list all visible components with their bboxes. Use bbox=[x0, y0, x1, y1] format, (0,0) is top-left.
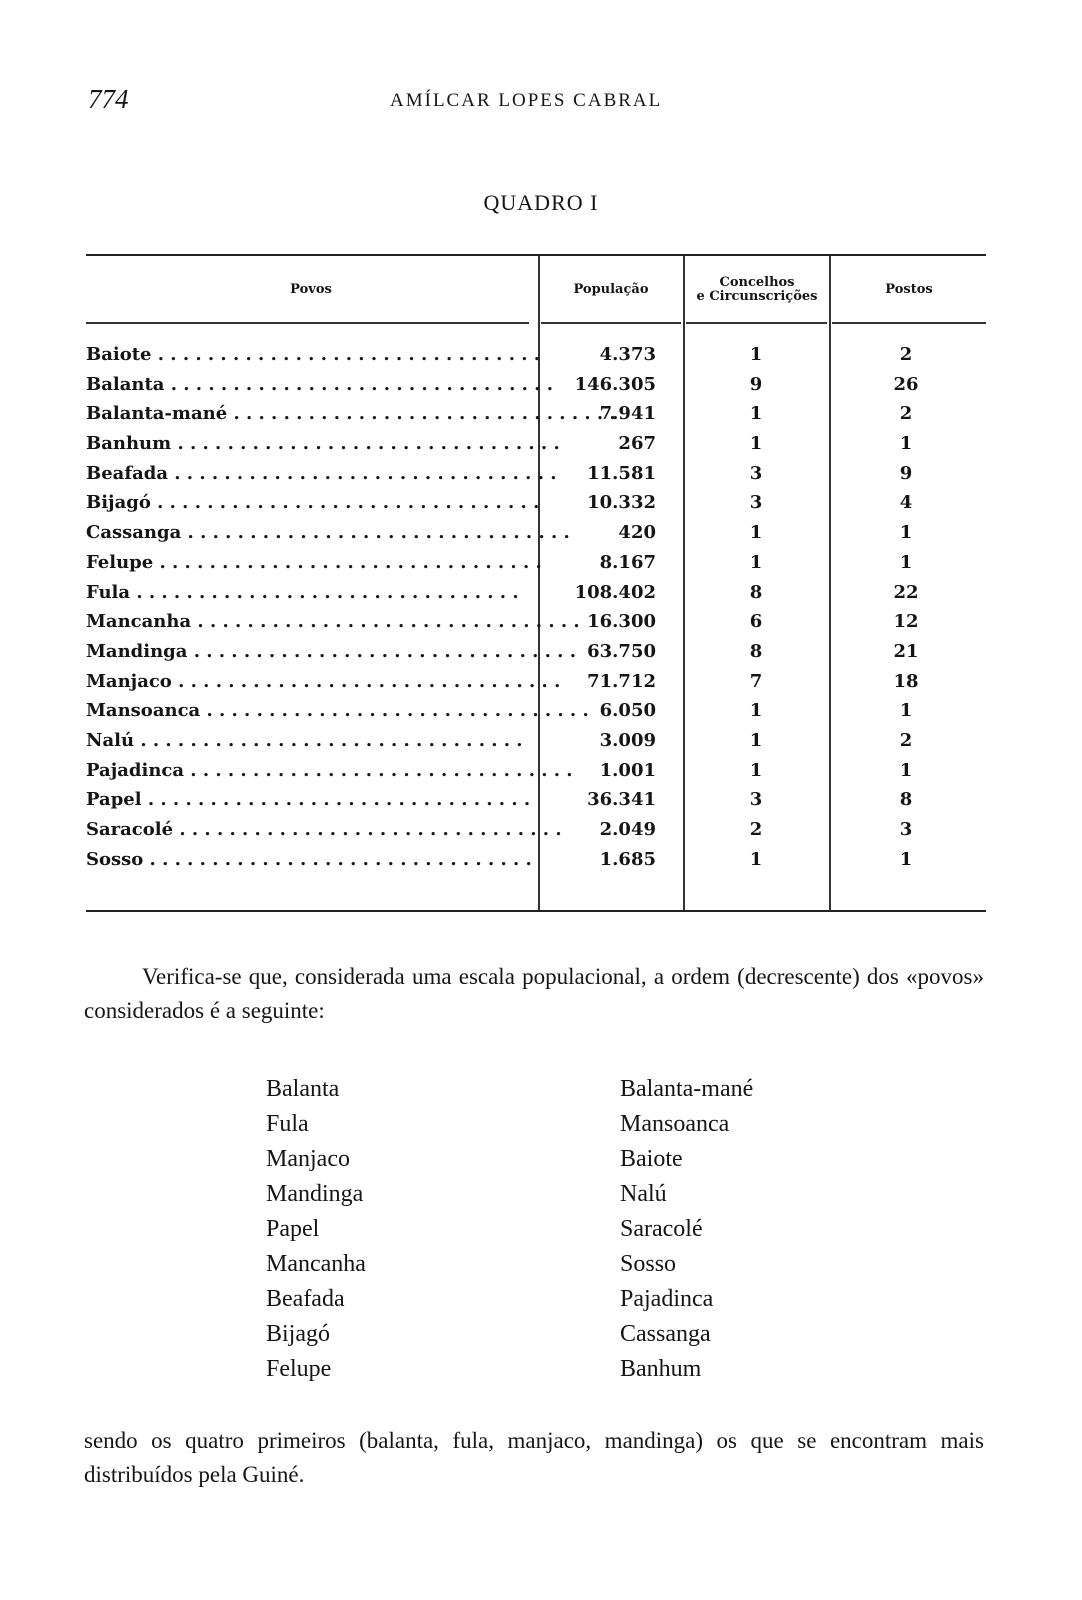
header-rule bbox=[541, 322, 681, 324]
cell-postos: 1 bbox=[899, 848, 913, 870]
ranking-item: Banhum bbox=[620, 1356, 702, 1382]
table-row bbox=[86, 756, 986, 786]
table-row bbox=[86, 459, 986, 489]
cell-concelhos: 1 bbox=[749, 433, 763, 455]
cell-concelhos: 3 bbox=[749, 789, 763, 811]
cell-concelhos: 1 bbox=[749, 848, 763, 870]
ranking-item: Balanta-mané bbox=[620, 1076, 754, 1102]
povo-name: Cassanga bbox=[86, 522, 182, 544]
cell-concelhos: 7 bbox=[749, 670, 763, 692]
cell-concelhos: 1 bbox=[749, 729, 763, 751]
ranking-item: Saracolé bbox=[620, 1216, 703, 1242]
cell-postos: 1 bbox=[899, 522, 913, 544]
cell-populacao: 267 bbox=[618, 433, 656, 455]
cell-concelhos: 9 bbox=[749, 373, 763, 395]
cell-postos: 1 bbox=[899, 759, 913, 781]
cell-povo bbox=[86, 548, 542, 578]
cell-populacao: 6.050 bbox=[599, 700, 656, 722]
ranking-item: Papel bbox=[266, 1216, 320, 1242]
povo-name: Fula bbox=[86, 581, 131, 603]
cell-postos: 2 bbox=[899, 729, 913, 751]
cell-postos: 1 bbox=[899, 700, 913, 722]
dot-leader: . . . . . . . . . . . . . . . . . . . . . . . . . . . . . . . bbox=[150, 492, 540, 514]
table-row bbox=[86, 578, 986, 608]
page-number: 774 bbox=[88, 84, 129, 114]
cell-povo bbox=[86, 815, 562, 845]
cell-povo bbox=[86, 578, 526, 608]
povo-name: Manjaco bbox=[86, 670, 172, 692]
cell-populacao: 3.009 bbox=[599, 729, 656, 751]
table-title: QUADRO I bbox=[483, 190, 599, 215]
ranking-item: Fula bbox=[266, 1111, 309, 1137]
dot-leader: . . . . . . . . . . . . . . . . . . . . . . . . . . . . . . . bbox=[187, 640, 576, 662]
dot-leader: . . . . . . . . . . . . . . . . . . . . . . . . . . . . . . . bbox=[153, 551, 542, 573]
cell-povo bbox=[86, 607, 580, 637]
cell-concelhos: 6 bbox=[749, 611, 763, 633]
ranking-item: Mansoanca bbox=[620, 1111, 730, 1137]
cell-povo bbox=[86, 637, 576, 667]
povo-name: Felupe bbox=[86, 551, 154, 573]
table-row bbox=[86, 518, 986, 548]
cell-povo bbox=[86, 696, 589, 726]
ranking-item: Pajadinca bbox=[620, 1286, 714, 1312]
povo-name: Sosso bbox=[86, 848, 144, 870]
table-row bbox=[86, 785, 986, 815]
dot-leader: . . . . . . . . . . . . . . . . . . . . . . . . . . . . . . . bbox=[167, 462, 557, 484]
table-row bbox=[86, 429, 986, 459]
cell-postos: 1 bbox=[899, 433, 913, 455]
ranking-item: Bijagó bbox=[266, 1321, 330, 1347]
cell-povo bbox=[86, 429, 560, 459]
ranking-item: Mandinga bbox=[266, 1181, 364, 1207]
ranking-right-column bbox=[620, 1072, 753, 1387]
povo-name: Mancanha bbox=[86, 611, 192, 633]
dot-leader: . . . . . . . . . . . . . . . . . . . . . . . . . . . . . . . bbox=[151, 344, 541, 365]
cell-postos: 8 bbox=[899, 789, 913, 811]
cell-populacao: 8.167 bbox=[599, 551, 656, 573]
ranking-item: Felupe bbox=[266, 1356, 332, 1382]
header-rule bbox=[686, 322, 827, 324]
dot-leader: . . . . . . . . . . . . . . . . . . . . . . . . . . . . . . . bbox=[227, 403, 616, 425]
povo-name: Papel bbox=[86, 789, 142, 811]
closing-paragraph: sendo os quatro primeiros (balanta, fula, manjaco, mandinga) os que se encontram mais distribuídos pela Guiné. bbox=[84, 1428, 984, 1487]
table-row bbox=[86, 667, 986, 697]
table-row bbox=[86, 340, 986, 370]
table-top-rule bbox=[86, 254, 986, 256]
cell-concelhos: 3 bbox=[749, 462, 763, 484]
dot-leader: . . . . . . . . . . . . . . . . . . . . . . . . . . . . . . . bbox=[143, 848, 532, 870]
cell-povo bbox=[86, 756, 573, 786]
povo-name: Mandinga bbox=[86, 640, 188, 662]
povo-name: Saracolé bbox=[86, 819, 174, 840]
cell-postos: 3 bbox=[899, 819, 913, 840]
ranking-left-column bbox=[266, 1072, 366, 1387]
dot-leader: . . . . . . . . . . . . . . . . . . . . . . . . . . . . . . . bbox=[173, 819, 562, 840]
cell-postos: 26 bbox=[893, 373, 919, 395]
cell-postos: 18 bbox=[893, 670, 919, 692]
ranking-item: Cassanga bbox=[620, 1321, 711, 1347]
cell-populacao: 36.341 bbox=[587, 789, 656, 811]
header-povos: Povos bbox=[290, 282, 332, 297]
header-concelhos-line2: e Circunscrições bbox=[696, 289, 818, 304]
dot-leader: . . . . . . . . . . . . . . . . . . . . . . . . . . . . . . . bbox=[200, 700, 589, 722]
cell-concelhos: 8 bbox=[749, 581, 763, 603]
cell-populacao: 1.001 bbox=[599, 759, 656, 781]
cell-povo bbox=[86, 488, 540, 518]
cell-concelhos: 1 bbox=[749, 522, 763, 544]
table-row bbox=[86, 845, 986, 875]
cell-povo bbox=[86, 785, 531, 815]
povo-name: Baiote bbox=[86, 344, 152, 365]
povo-name: Pajadinca bbox=[86, 759, 185, 781]
povo-name: Mansoanca bbox=[86, 700, 201, 722]
cell-concelhos: 1 bbox=[749, 344, 763, 365]
dot-leader: . . . . . . . . . . . . . . . . . . . . . . . . . . . . . . . bbox=[171, 670, 561, 692]
cell-populacao: 16.300 bbox=[587, 611, 656, 633]
table-row bbox=[86, 696, 986, 726]
dot-leader: . . . . . . . . . . . . . . . . . . . . . . . . . . . . . . . bbox=[130, 581, 519, 603]
cell-postos: 2 bbox=[899, 344, 913, 365]
cell-povo bbox=[86, 459, 557, 489]
cell-concelhos: 3 bbox=[749, 492, 763, 514]
population-table bbox=[86, 254, 986, 912]
cell-populacao: 2.049 bbox=[599, 819, 656, 840]
table-row bbox=[86, 726, 986, 756]
header-postos: Postos bbox=[885, 282, 933, 297]
ranking-item: Manjaco bbox=[266, 1146, 350, 1172]
cell-populacao: 1.685 bbox=[599, 848, 656, 870]
cell-postos: 9 bbox=[899, 462, 913, 484]
header-concelhos-line1: Concelhos bbox=[719, 275, 795, 290]
dot-leader: . . . . . . . . . . . . . . . . . . . . . . . . . . . . . . . bbox=[181, 522, 570, 544]
table-row bbox=[86, 488, 986, 518]
ranking-item: Baiote bbox=[620, 1146, 683, 1172]
cell-concelhos: 2 bbox=[749, 819, 763, 840]
table-row bbox=[86, 815, 986, 845]
cell-povo bbox=[86, 845, 532, 875]
dot-leader: . . . . . . . . . . . . . . . . . . . . . . . . . . . . . . . bbox=[141, 789, 531, 811]
cell-concelhos: 1 bbox=[749, 403, 763, 425]
cell-povo bbox=[86, 340, 541, 370]
table-row bbox=[86, 548, 986, 578]
povo-name: Balanta-mané bbox=[86, 403, 228, 425]
cell-populacao: 11.581 bbox=[587, 462, 656, 484]
cell-populacao: 10.332 bbox=[587, 492, 656, 514]
table-row bbox=[86, 637, 986, 667]
header-rule bbox=[832, 322, 986, 324]
dot-leader: . . . . . . . . . . . . . . . . . . . . . . . . . . . . . . . bbox=[184, 759, 573, 781]
header-concelhos bbox=[686, 262, 828, 318]
ranking-item: Sosso bbox=[620, 1251, 677, 1277]
cell-povo bbox=[86, 399, 616, 429]
cell-populacao: 4.373 bbox=[599, 344, 656, 365]
dot-leader: . . . . . . . . . . . . . . . . . . . . . . . . . . . . . . . bbox=[134, 729, 523, 751]
cell-povo bbox=[86, 518, 570, 548]
table-bottom-rule bbox=[86, 910, 986, 912]
cell-populacao: 63.750 bbox=[587, 640, 656, 662]
povo-name: Nalú bbox=[86, 729, 135, 751]
povo-name: Bijagó bbox=[86, 492, 151, 514]
table-row bbox=[86, 399, 986, 429]
cell-populacao: 108.402 bbox=[574, 581, 656, 603]
cell-concelhos: 8 bbox=[749, 640, 763, 662]
cell-populacao: 420 bbox=[618, 522, 656, 544]
cell-concelhos: 1 bbox=[749, 551, 763, 573]
ranking-item: Balanta bbox=[266, 1076, 340, 1102]
table-body bbox=[86, 340, 986, 874]
cell-povo bbox=[86, 667, 561, 697]
cell-concelhos: 1 bbox=[749, 700, 763, 722]
cell-concelhos: 1 bbox=[749, 759, 763, 781]
povo-name: Balanta bbox=[86, 373, 165, 395]
dot-leader: . . . . . . . . . . . . . . . . . . . . . . . . . . . . . . . bbox=[171, 433, 560, 455]
povo-name: Beafada bbox=[86, 462, 168, 484]
cell-povo bbox=[86, 726, 526, 756]
ranking-item: Nalú bbox=[620, 1181, 667, 1207]
table-row bbox=[86, 607, 986, 637]
povo-name: Banhum bbox=[86, 433, 172, 455]
intro-paragraph: Verifica-se que, considerada uma escala populacional, a ordem (decrescente) dos «povos» considerados é a seguinte: bbox=[84, 964, 984, 1023]
ranking-item: Beafada bbox=[266, 1286, 345, 1312]
header-rule bbox=[86, 322, 529, 324]
cell-postos: 22 bbox=[893, 581, 919, 603]
cell-postos: 12 bbox=[893, 611, 919, 633]
table-row bbox=[86, 370, 986, 400]
cell-postos: 21 bbox=[893, 640, 919, 662]
cell-populacao: 71.712 bbox=[587, 670, 656, 692]
dot-leader: . . . . . . . . . . . . . . . . . . . . . . . . . . . . . . . bbox=[191, 611, 580, 633]
ranking-item: Mancanha bbox=[266, 1251, 366, 1277]
dot-leader: . . . . . . . . . . . . . . . . . . . . . . . . . . . . . . . bbox=[164, 373, 553, 395]
cell-povo bbox=[86, 370, 553, 400]
cell-populacao: 7.941 bbox=[599, 403, 656, 425]
cell-postos: 2 bbox=[899, 403, 913, 425]
cell-postos: 1 bbox=[899, 551, 913, 573]
header-populacao: População bbox=[573, 282, 649, 297]
cell-populacao: 146.305 bbox=[574, 373, 656, 395]
running-title: AMÍLCAR LOPES CABRAL bbox=[390, 90, 663, 111]
cell-postos: 4 bbox=[899, 492, 913, 514]
